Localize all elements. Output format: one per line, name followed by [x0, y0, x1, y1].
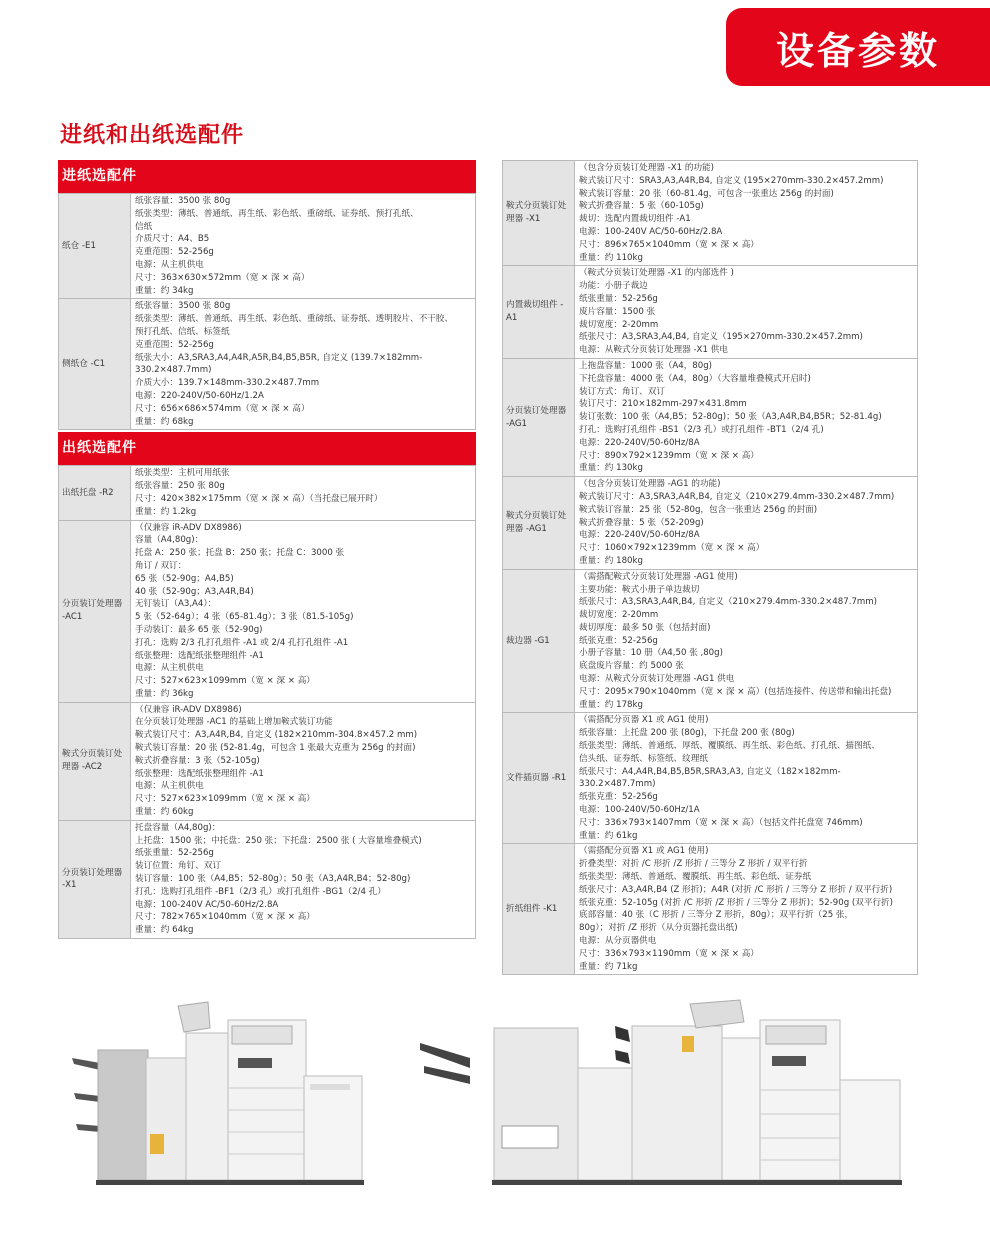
- spec-line: 纸张克重：52-256g: [579, 792, 658, 803]
- spec-line: 尺寸：1060×792×1239mm（宽 × 深 × 高）: [579, 543, 765, 554]
- spec-line: 裁切宽度：2-20mm: [579, 319, 659, 330]
- spec-line: 电源：220-240V/50-60Hz/1.2A: [135, 390, 264, 401]
- spec-content: [575, 161, 918, 266]
- spec-line: 裁切宽度：2-20mm: [579, 610, 659, 621]
- spec-line: 介质尺寸：A4、B5: [135, 234, 210, 245]
- spec-line: 纸张尺寸：A4,A4R,B4,B5,B5R,SRA3,A3, 自定义（182×182mm-: [579, 766, 841, 777]
- spec-row: [59, 702, 476, 820]
- spec-line: 折叠类型：对折 /C 形折 /Z 形折 / 三等分 Z 形折 / 双平行折: [579, 859, 808, 870]
- spec-line: 尺寸：527×623×1099mm（宽 × 深 × 高）: [135, 794, 315, 805]
- spec-row: [59, 820, 476, 938]
- spec-line: （包含分页装订处理器 -AG1 的功能): [579, 479, 721, 490]
- spec-line: 重量：约 68kg: [135, 416, 194, 427]
- spec-line: 重量：约 110kg: [579, 252, 643, 263]
- spec-label: 鞍式分页装订处理器 -AC2: [59, 702, 131, 820]
- spec-line: 裁切厚度：最多 50 张（包括封面): [579, 622, 711, 633]
- spec-line: 打孔：选购打孔组件 -BF1（2/3 孔）或打孔组件 -BG1（2/4 孔）: [135, 886, 386, 897]
- spec-row: [503, 266, 918, 359]
- spec-label: 裁边器 -G1: [503, 569, 575, 713]
- spec-line: 尺寸：890×792×1239mm（宽 × 深 × 高）: [579, 450, 759, 461]
- spec-line: 电源：100-240V AC/50-60Hz/2.8A: [579, 226, 723, 237]
- spec-line: 电源：220-240V/50-60Hz/8A: [579, 530, 700, 541]
- spec-line: （包含分页装订处理器 -X1 的功能): [579, 163, 714, 173]
- spec-line: 电源：从鞍式分页装订处理器 -AG1 供电: [579, 674, 735, 685]
- spec-line: 330.2×487.7mm): [579, 779, 656, 790]
- spec-line: 330.2×487.7mm): [135, 365, 212, 376]
- spec-line: 尺寸：336×793×1190mm（宽 × 深 × 高）: [579, 948, 759, 959]
- spec-line: 鞍式装订容量：20 张 (52-81.4g，可包含 1 张最大克重为 256g 的封面): [135, 743, 416, 754]
- spec-line: 纸张整理：选配纸张整理组件 -A1: [135, 650, 264, 661]
- spec-line: 纸张类型：主机可用纸张: [135, 468, 230, 479]
- spec-line: 纸张整理：选配纸张整理组件 -A1: [135, 768, 264, 779]
- spec-row: [59, 194, 476, 299]
- spec-line: 底盘废片容量：约 5000 张: [579, 661, 684, 672]
- spec-line: 重量：约 71kg: [579, 961, 638, 972]
- spec-label: 侧纸仓 -C1: [59, 299, 131, 430]
- feed-options-header: 进纸选配件: [58, 160, 476, 193]
- spec-line: 重量：约 60kg: [135, 807, 194, 818]
- spec-label: 分页装订处理器 -X1: [59, 820, 131, 938]
- spec-content: [131, 466, 476, 520]
- spec-line: 装订尺寸：210×182mm-297×431.8mm: [579, 399, 747, 410]
- spec-line: 装订容量：100 张（A4,B5；52-80g）；50 张（A3,A4R,B4；52-80g): [135, 874, 411, 885]
- spec-row: [503, 477, 918, 570]
- spec-line: 装订方式：角订、双订: [579, 386, 665, 397]
- spec-line: 重量：约 180kg: [579, 555, 643, 566]
- spec-line: 纸张大小：A3,SRA3,A4,A4R,A5R,B4,B5,B5R, 自定义 (139.7×182mm-: [135, 352, 423, 363]
- spec-line: （仅兼容 iR-ADV DX8986): [135, 704, 242, 715]
- spec-line: 预打孔纸、信纸、标签纸: [135, 326, 230, 337]
- spec-line: 主要功能：鞍式小册子单边裁切: [579, 584, 700, 595]
- output-options-table: [58, 465, 476, 939]
- spec-row: [59, 520, 476, 702]
- spec-content: [575, 477, 918, 570]
- spec-line: 纸张容量：上托盘 200 张 (80g)，下托盘 200 张 (80g): [579, 728, 795, 739]
- spec-line: （需搭配分页器 X1 或 AG1 使用): [579, 715, 709, 726]
- spec-line: 重量：约 130kg: [579, 463, 643, 474]
- spec-content: [575, 569, 918, 713]
- spec-line: 鞍式装订容量：25 张（52-80g，包含一张重达 256g 的封面): [579, 504, 818, 515]
- spec-line: 纸张容量：250 张 80g: [135, 481, 225, 492]
- spec-line: 废片容量：1500 张: [579, 306, 656, 317]
- spec-line: 克重范围：52-256g: [135, 247, 214, 258]
- spec-line: 电源：从分页器供电: [579, 936, 657, 947]
- spec-line: 托盘容量（A4,80g)：: [135, 822, 221, 833]
- spec-line: 鞍式装订尺寸：A3,SRA3,A4R,B4, 自定义（210×279.4mm-330.2×487.7mm): [579, 491, 895, 502]
- spec-line: 纸张重量：52-256g: [135, 848, 214, 859]
- spec-line: 重量：约 178kg: [579, 699, 643, 710]
- finisher-options-table: [502, 160, 918, 975]
- spec-line: 鞍式装订尺寸：A3,A4R,B4, 自定义 (182×210mm-304.8×457.2 mm): [135, 730, 418, 741]
- spec-line: 40 张（52-90g；A3,A4R,B4): [135, 586, 254, 597]
- spec-line: 信头纸、证券纸、标签纸、纹理纸: [579, 753, 708, 764]
- spec-line: 无钉装订（A3,A4）：: [135, 599, 217, 610]
- spec-line: 尺寸：656×686×574mm（宽 × 深 × 高）: [135, 403, 310, 414]
- spec-line: 电源：从主机供电: [135, 781, 204, 792]
- spec-row: [59, 299, 476, 430]
- spec-line: 小册子容量：10 册（A4,50 张 ,80g): [579, 648, 723, 659]
- spec-line: 鞍式折叠容量：3 张（52-105g): [135, 755, 260, 766]
- spec-line: 纸张克重：52-105g (对折 /C 形折 /Z 形折 / 三等分 Z 形折)；52-90g (双平行折): [579, 897, 893, 908]
- spec-line: 电源：从主机供电: [135, 259, 204, 270]
- spec-line: 鞍式折叠容量：5 张（60-105g): [579, 201, 704, 212]
- spec-line: （需搭配鞍式分页装订处理器 -AG1 使用): [579, 571, 738, 582]
- spec-line: 介质大小：139.7×148mm-330.2×487.7mm: [135, 378, 320, 389]
- spec-line: （鞍式分页装订处理器 -X1 的内部选件 ): [579, 268, 734, 279]
- spec-row: [59, 466, 476, 520]
- spec-line: 纸张容量：3500 张 80g: [135, 301, 231, 312]
- spec-line: 重量：约 34kg: [135, 285, 194, 296]
- spec-label: 分页装订处理器 -AC1: [59, 520, 131, 702]
- spec-line: 纸张类型：薄纸、普通纸、覆膜纸、再生纸、彩色纸、证券纸: [579, 872, 812, 883]
- spec-label: 鞍式分页装订处理器 -AG1: [503, 477, 575, 570]
- spec-row: [503, 161, 918, 266]
- spec-line: 纸张尺寸：A3,SRA3,A4R,B4, 自定义（210×279.4mm-330.2×487.7mm): [579, 597, 878, 608]
- spec-line: 鞍式装订尺寸：SRA3,A3,A4R,B4, 自定义 (195×270mm-330.2×457.2mm): [579, 175, 884, 186]
- spec-row: [503, 713, 918, 844]
- spec-line: 功能：小册子裁边: [579, 281, 648, 292]
- spec-line: 纸张克重：52-256g: [579, 635, 658, 646]
- spec-label: 内置裁切组件 -A1: [503, 266, 575, 359]
- spec-row: [503, 358, 918, 476]
- spec-line: 纸张尺寸：A3,A4R,B4 (Z 形折)；A4R (对折 /C 形折 / 三等分 Z 形折 / 双平行折): [579, 884, 893, 895]
- spec-line: 打孔：选购打孔组件 -BS1（2/3 孔）或打孔组件 -BT1（2/4 孔): [579, 424, 824, 435]
- spec-line: 纸张容量：3500 张 80g: [135, 196, 231, 206]
- spec-content: [131, 299, 476, 430]
- spec-line: 尺寸：336×793×1407mm（宽 × 深 × 高）（包括文件托盘宽 746mm): [579, 817, 863, 828]
- spec-line: 纸张类型：薄纸、普通纸、厚纸、覆膜纸、再生纸、彩色纸、打孔纸、描图纸、: [579, 741, 880, 752]
- spec-line: 打孔：选购 2/3 孔打孔组件 -A1 或 2/4 孔打孔组件 -A1: [135, 637, 349, 648]
- spec-line: 尺寸：782×765×1040mm（宽 × 深 × 高）: [135, 912, 315, 923]
- spec-line: 尺寸：420×382×175mm（宽 × 深 × 高）（当托盘已展开时）: [135, 493, 383, 504]
- spec-line: 纸张重量：52-256g: [579, 293, 658, 304]
- left-spec-column: [58, 160, 476, 939]
- spec-line: 下托盘容量：4000 张（A4，80g）（大容量堆叠模式开启时): [579, 373, 811, 384]
- output-options-header: 出纸选配件: [58, 432, 476, 465]
- spec-line: 重量：约 1.2kg: [135, 506, 197, 517]
- spec-content: [575, 844, 918, 975]
- spec-line: 5 张（52-64g）；4 张（65-81.4g）；3 张（81.5-105g): [135, 612, 354, 623]
- page-badge: 设备参数: [726, 8, 990, 86]
- spec-line: 电源：100-240V AC/50-60Hz/2.8A: [135, 899, 279, 910]
- spec-line: 电源：从鞍式分页装订处理器 -X1 供电: [579, 345, 728, 356]
- right-spec-column: [502, 160, 918, 975]
- spec-content: [131, 702, 476, 820]
- spec-line: 尺寸：2095×790×1040mm（宽 × 深 × 高）(包括连接件、传送带和输出托盘): [579, 686, 892, 697]
- spec-line: 纸张类型：薄纸、普通纸、再生纸、彩色纸、重磅纸、证券纸、预打孔纸、: [135, 208, 419, 219]
- spec-line: 电源：100-240V/50-60Hz/1A: [579, 805, 700, 816]
- spec-content: [575, 713, 918, 844]
- spec-line: 65 张（52-90g；A4,B5): [135, 573, 234, 584]
- spec-line: 上拖盘容量：1000 张（A4，80g): [579, 360, 713, 371]
- section-title: 进纸和出纸选配件: [60, 123, 245, 148]
- spec-label: 出纸托盘 -R2: [59, 466, 131, 520]
- spec-content: [131, 194, 476, 299]
- spec-line: 裁切：选配内置裁切组件 -A1: [579, 214, 691, 225]
- spec-line: 托盘 A：250 张；托盘 B：250 张；托盘 C：3000 张: [135, 548, 345, 559]
- spec-label: 文件插页器 -R1: [503, 713, 575, 844]
- spec-line: 重量：约 36kg: [135, 688, 194, 699]
- spec-line: 信纸: [135, 221, 153, 232]
- spec-line: 容量（A4,80g)：: [135, 535, 204, 546]
- spec-label: 鞍式分页装订处理器 -X1: [503, 161, 575, 266]
- spec-line: 装订位置：角钉、双订: [135, 861, 221, 872]
- spec-label: 纸仓 -E1: [59, 194, 131, 299]
- spec-line: （仅兼容 iR-ADV DX8986): [135, 522, 242, 533]
- spec-content: [131, 520, 476, 702]
- spec-line: 80g）；对折 /Z 形折（从分页器托盘出纸): [579, 923, 738, 934]
- spec-line: 装订张数：100 张（A4,B5；52-80g)；50 张（A3,A4R,B4,B5R；52-81.4g): [579, 412, 882, 423]
- spec-line: 电源：220-240V/50-60Hz/8A: [579, 437, 700, 448]
- spec-content: [575, 266, 918, 359]
- spec-line: 底部容量：40 张（C 形折 / 三等分 Z 形折，80g）；双平行折（25 张，: [579, 910, 854, 921]
- spec-line: 鞍式折叠容量：5 张（52-209g): [579, 517, 704, 528]
- spec-row: [503, 569, 918, 713]
- spec-line: 上托盘：1500 张；中托盘：250 张；下托盘：2500 张 ( 大容量堆叠模式): [135, 835, 422, 846]
- spec-line: 鞍式装订容量：20 张（60-81.4g，可包含一张重达 256g 的封面): [579, 188, 834, 199]
- spec-line: 角订 / 双订：: [135, 560, 187, 571]
- spec-line: 克重范围：52-256g: [135, 339, 214, 350]
- spec-line: 重量：约 64kg: [135, 925, 194, 936]
- spec-line: 尺寸：527×623×1099mm（宽 × 深 × 高）: [135, 676, 315, 687]
- spec-line: 手动装订：最多 65 张（52-90g): [135, 624, 263, 635]
- spec-content: [131, 820, 476, 938]
- spec-content: [575, 358, 918, 476]
- spec-line: 尺寸：896×765×1040mm（宽 × 深 × 高）: [579, 239, 759, 250]
- spec-line: 纸张尺寸：A3,SRA3,A4,B4, 自定义（195×270mm-330.2×457.2mm): [579, 332, 863, 343]
- spec-line: 在分页装订处理器 -AC1 的基础上增加鞍式装订功能: [135, 717, 333, 728]
- feed-options-table: [58, 193, 476, 430]
- printer-with-booklet-finisher-image: [60, 998, 390, 1188]
- spec-row: [503, 844, 918, 975]
- spec-line: 纸张类型：薄纸、普通纸、再生纸、彩色纸、重磅纸、证券纸、透明胶片、不干胶、: [135, 314, 453, 325]
- spec-label: 折纸组件 -K1: [503, 844, 575, 975]
- spec-line: 电源：从主机供电: [135, 663, 204, 674]
- spec-line: 尺寸：363×630×572mm（宽 × 深 × 高）: [135, 272, 310, 283]
- printer-with-inserter-and-trimmer-image: [410, 998, 920, 1188]
- spec-label: 分页装订处理器 -AG1: [503, 358, 575, 476]
- spec-line: 重量：约 61kg: [579, 830, 638, 841]
- spec-line: （需搭配分页器 X1 或 AG1 使用): [579, 846, 709, 857]
